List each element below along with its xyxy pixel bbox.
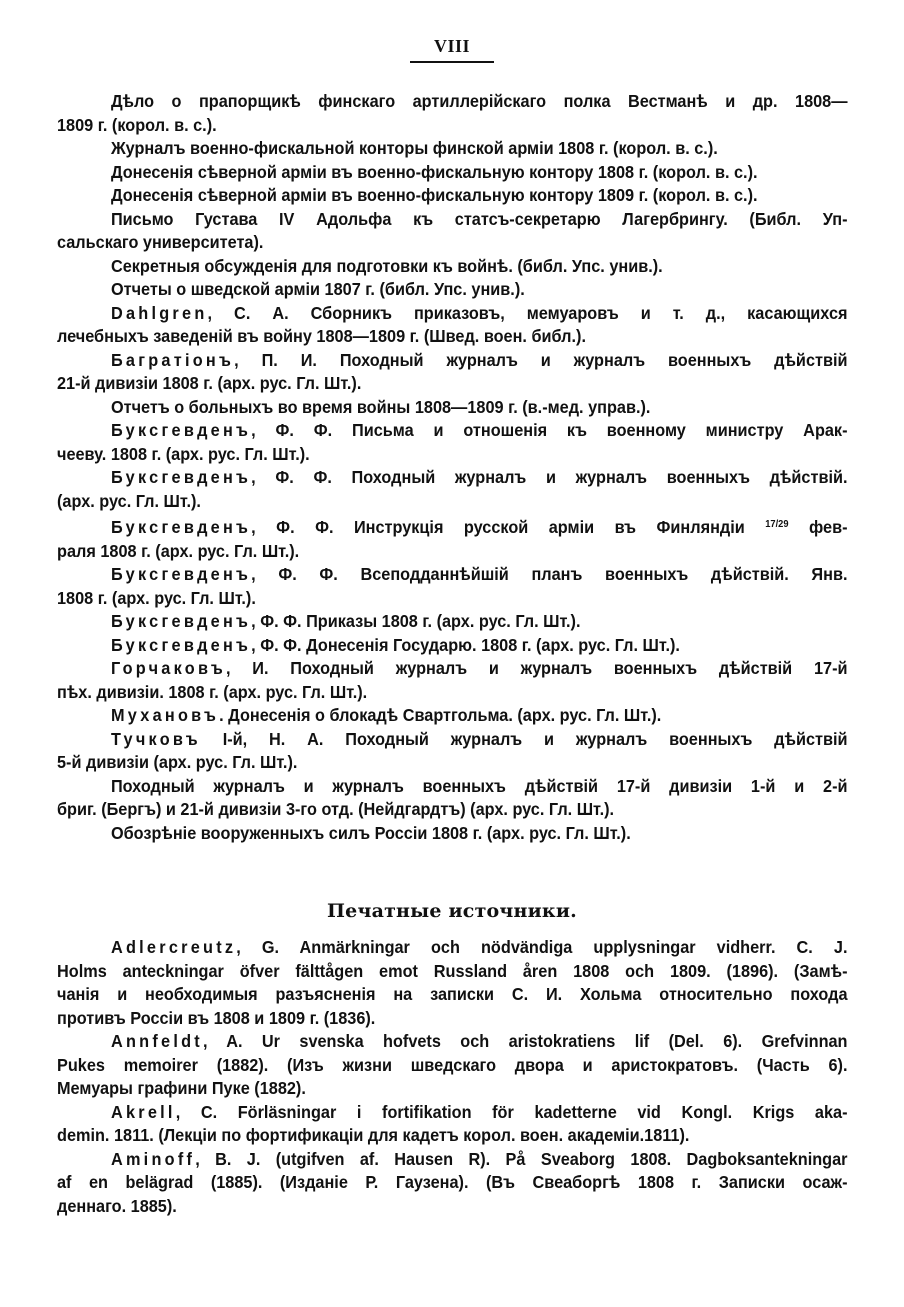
- bibliography-entry: [57, 657, 848, 704]
- entry-text: 21-й дивизіи 1808 г. (арх. рус. Гл. Шт.).: [57, 373, 362, 393]
- entry-line: [57, 443, 848, 467]
- entry-author: Буксгевденъ: [110, 611, 252, 631]
- entry-text: af en belägrad (1885). (Изданіе Р. Гаузена). (Въ Свеаборгѣ 1808 г. Записки осаж-: [57, 1172, 848, 1192]
- entry-text: раля 1808 г. (арх. рус. Гл. Шт.).: [57, 540, 300, 561]
- entry-line: [57, 90, 848, 114]
- entry-line: [57, 372, 848, 396]
- entry-text: Отчетъ о больныхъ во время войны 1808—1809 г. (в.-мед. управ.).: [110, 396, 651, 417]
- entry-line: [57, 208, 848, 232]
- entry-text: противъ Россіи въ 1808 и 1809 г. (1836).: [57, 1007, 376, 1028]
- entry-text: , Ф. Ф. Походный журналъ и журналъ военныхъ дѣйствій.: [251, 467, 848, 487]
- entry-line: [57, 610, 848, 634]
- bibliography-entry: [57, 775, 848, 822]
- entry-text: , И. Походный журналъ и журналъ военныхъ дѣйствій 17-й: [225, 658, 848, 678]
- entry-line: [57, 822, 848, 846]
- entry-line: [57, 349, 848, 373]
- bibliography-entry: [57, 349, 848, 396]
- entry-line: [57, 231, 848, 255]
- printed-sources-heading: Печатные источники.: [327, 900, 577, 922]
- entry-line: [57, 563, 848, 587]
- entry-text: , C. Förläsningar i fortifikation för kadetterne vid Kongl. Krigs aka-: [175, 1101, 848, 1122]
- entry-line: [57, 1124, 848, 1148]
- archive-sources-list: [57, 90, 848, 845]
- entry-text: , С. А. Сборникъ приказовъ, мемуаровъ и т. д., касающихся: [207, 302, 848, 323]
- entry-text: 1809 г. (корол. в. с.).: [57, 114, 217, 135]
- entry-text: Письмо Густава IV Адольфа къ статсъ-секретарю Лагербрингу. (Библ. Уп-: [110, 208, 848, 229]
- entry-author: Буксгевденъ: [110, 564, 252, 584]
- entry-text: , Ф. Ф. Инструкція русской арміи въ Финляндіи: [251, 517, 766, 537]
- bibliography-entry: [57, 1148, 848, 1219]
- entry-line: [57, 137, 848, 161]
- entry-text: Holms anteckningar öfver fälttågen emot Russland åren 1808 och 1809. (1896). (Замѣ-: [57, 960, 848, 981]
- bibliography-entry: [57, 255, 848, 279]
- entry-text: Дѣло о прапорщикѣ финскаго артиллерійскаго полка Вестманѣ и др. 1808—: [110, 91, 848, 111]
- entry-text: Донесенія сѣверной арміи въ военно-фискальную контору 1808 г. (корол. в. с.).: [110, 161, 758, 182]
- entry-line: [57, 704, 848, 728]
- entry-text: Донесенія сѣверной арміи въ военно-фискальную контору 1809 г. (корол. в. с.).: [110, 185, 758, 205]
- entry-line: [57, 114, 848, 138]
- entry-text: , Ф. Ф. Всеподданнѣйшій планъ военныхъ дѣйствій. Янв.: [251, 564, 848, 584]
- entry-author: Мухановъ: [110, 705, 220, 725]
- bibliography-entry: [57, 302, 848, 349]
- entry-text: бриг. (Бергъ) и 21-й дивизіи 3-го отд. (Нейдгардтъ) (арх. рус. Гл. Шт.).: [57, 799, 615, 819]
- entry-author: Adlercreutz: [110, 937, 237, 957]
- entry-text: чееву. 1808 г. (арх. рус. Гл. Шт.).: [57, 443, 310, 464]
- entry-line: [57, 751, 848, 775]
- entry-line: [57, 1054, 848, 1078]
- entry-text: , Ф. Ф. Письма и отношенія къ военному министру Арак-: [251, 420, 848, 440]
- page-number: VIII: [433, 36, 470, 56]
- entry-line: [57, 184, 848, 208]
- entry-line: [57, 540, 848, 564]
- entry-line: [57, 325, 848, 349]
- entry-text: , Ф. Ф. Приказы 1808 г. (арх. рус. Гл. Шт.).: [251, 611, 581, 631]
- entry-text: , B. J. (utgifven af. Hausen R). På Sveaborg 1808. Dagboksantekningar: [195, 1148, 848, 1169]
- entry-line: [57, 1077, 848, 1101]
- bibliography-entry: [57, 704, 848, 728]
- entry-author: Буксгевденъ: [110, 467, 252, 487]
- entry-text: сальскаго университета).: [57, 232, 264, 252]
- printed-sources-list: [57, 936, 848, 1218]
- entry-text: 5-й дивизіи (арх. рус. Гл. Шт.).: [57, 752, 298, 772]
- entry-text: Журналъ военно-фискальной конторы финской арміи 1808 г. (корол. в. с.).: [110, 138, 718, 158]
- entry-line: [57, 1171, 848, 1195]
- entry-line: [57, 1195, 848, 1219]
- entry-text: Отчеты о шведской арміи 1807 г. (библ. Упс. унив.).: [110, 279, 525, 299]
- entry-line: [57, 587, 848, 611]
- entry-text: фев-: [788, 517, 848, 537]
- entry-author: Тучковъ: [110, 728, 201, 749]
- entry-line: [57, 657, 848, 681]
- entry-line: [57, 1007, 848, 1031]
- page-number-rule: [410, 61, 494, 63]
- entry-line: [57, 775, 848, 799]
- entry-text: , П. И. Походный журналъ и журналъ военныхъ дѣйствій: [234, 349, 848, 370]
- entry-text: , G. Anmärkningar och nödvändiga upplysningar vidherr. C. J.: [236, 937, 848, 957]
- entry-author: Буксгевденъ: [110, 420, 252, 440]
- entry-text: (арх. рус. Гл. Шт.).: [57, 490, 201, 511]
- entry-line: [57, 466, 848, 490]
- entry-line: [57, 681, 848, 705]
- entry-text: пѣх. дивизіи. 1808 г. (арх. рус. Гл. Шт.).: [57, 681, 368, 702]
- bibliography-entry: [57, 161, 848, 185]
- bibliography-entry: [57, 610, 848, 634]
- bibliography-entry: [57, 1030, 848, 1101]
- entry-line: [57, 1148, 848, 1172]
- entry-line: [57, 396, 848, 420]
- bibliography-entry: [57, 936, 848, 1030]
- entry-line: [57, 936, 848, 960]
- bibliography-entry: [57, 513, 848, 563]
- entry-text: Походный журналъ и журналъ военныхъ дѣйствій 17-й дивизіи 1-й и 2-й: [110, 775, 848, 796]
- entry-text: чанія и необходимыя разъясненія на записки С. И. Хольма относительно похода: [57, 984, 848, 1004]
- bibliography-entry: [57, 1101, 848, 1148]
- entry-line: [57, 960, 848, 984]
- entry-line: [57, 1030, 848, 1054]
- bibliography-entry: [57, 728, 848, 775]
- bibliography-entry: [57, 184, 848, 208]
- entry-author: Багратіонъ: [110, 349, 235, 370]
- bibliography-entry: [57, 634, 848, 658]
- bibliography-entry: [57, 466, 848, 513]
- bibliography-entry: [57, 419, 848, 466]
- entry-author: Буксгевденъ: [110, 517, 252, 537]
- date-fraction: 17/29: [765, 519, 789, 530]
- entry-author: Akrell: [110, 1101, 176, 1122]
- entry-line: [57, 798, 848, 822]
- entry-author: Горчаковъ: [110, 658, 226, 678]
- entry-line: [57, 255, 848, 279]
- entry-text: . Донесенія о блокадѣ Свартгольма. (арх. рус. Гл. Шт.).: [219, 705, 662, 725]
- entry-text: demin. 1811. (Лекціи по фортификаціи для кадетъ корол. воен. академіи.1811).: [57, 1125, 690, 1145]
- entry-text: Pukes memoirer (1882). (Изъ жизни шведскаго двора и аристократовъ. (Часть 6).: [57, 1054, 848, 1075]
- entry-author: Dahlgren: [110, 302, 208, 323]
- entry-line: [57, 278, 848, 302]
- entry-line: [57, 490, 848, 514]
- entry-author: Буксгевденъ: [110, 634, 252, 655]
- entry-line: [57, 983, 848, 1007]
- bibliography-entry: [57, 396, 848, 420]
- entry-author: Aminoff: [110, 1148, 196, 1169]
- bibliography-entry: [57, 90, 848, 137]
- entry-author: Annfeldt: [110, 1031, 203, 1051]
- entry-text: деннаго. 1885).: [57, 1195, 177, 1216]
- entry-text: Секретныя обсужденія для подготовки къ войнѣ. (библ. Упс. унив.).: [110, 255, 663, 276]
- entry-text: Обозрѣніе вооруженныхъ силъ Россіи 1808 г. (арх. рус. Гл. Шт.).: [110, 822, 631, 843]
- entry-line: [57, 728, 848, 752]
- entry-text: , A. Ur svenska hofvets och aristokratiens lif (Del. 6). Grefvinnan: [202, 1031, 848, 1051]
- entry-line: [57, 1101, 848, 1125]
- entry-line: [57, 419, 848, 443]
- entry-line: [57, 513, 848, 540]
- entry-text: 1808 г. (арх. рус. Гл. Шт.).: [57, 587, 256, 608]
- entry-text: Мемуары графини Пуке (1882).: [57, 1078, 306, 1098]
- entry-line: [57, 634, 848, 658]
- bibliography-entry: [57, 137, 848, 161]
- bibliography-entry: [57, 563, 848, 610]
- bibliography-entry: [57, 208, 848, 255]
- bibliography-entry: [57, 822, 848, 846]
- entry-line: [57, 302, 848, 326]
- entry-text: лечебныхъ заведеній въ войну 1808—1809 г. (Швед. воен. библ.).: [57, 326, 586, 346]
- entry-text: , Ф. Ф. Донесенія Государю. 1808 г. (арх. рус. Гл. Шт.).: [251, 634, 680, 655]
- entry-text: I-й, Н. А. Походный журналъ и журналъ военныхъ дѣйствій: [200, 728, 848, 749]
- bibliography-entry: [57, 278, 848, 302]
- entry-line: [57, 161, 848, 185]
